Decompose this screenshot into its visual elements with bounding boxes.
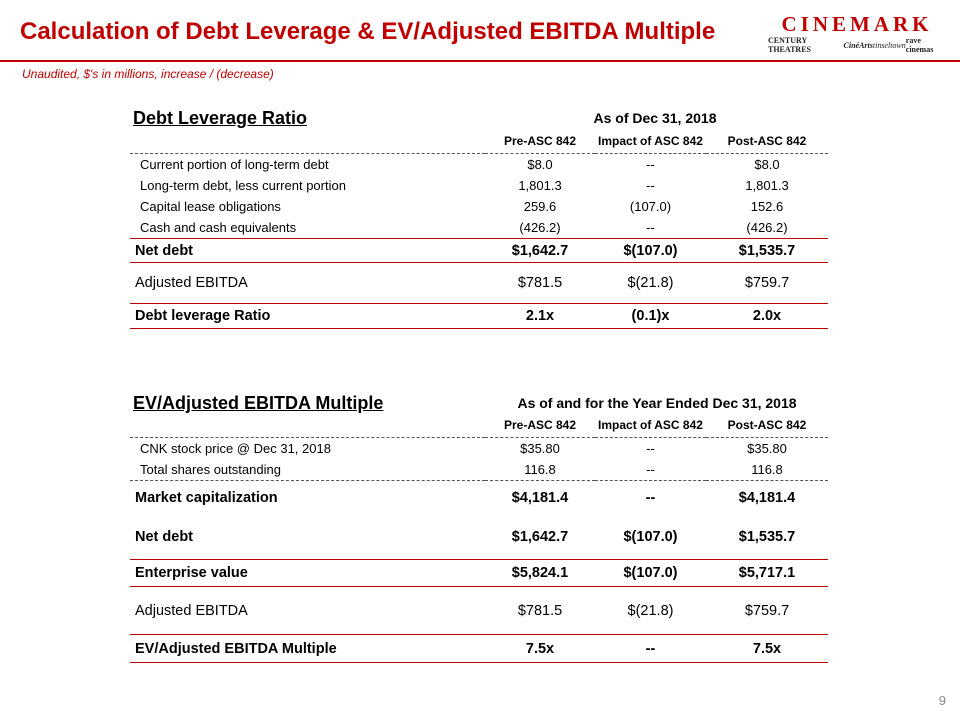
cell-post: $759.7 [706,263,828,304]
cell-post: $35.80 [747,441,787,456]
cell-post: 2.0x [706,304,828,329]
table-row-ev-multiple [130,635,828,663]
row-label: Net debt [130,239,485,263]
table-row [130,196,828,217]
cell-post: 152.6 [750,199,784,214]
cell-impact: (107.0) [629,199,672,214]
cell-pre: $35.80 [520,441,560,456]
table-row [130,217,828,239]
logo-brand-strip [768,36,946,54]
cell-impact: $(107.0) [595,239,706,263]
cell-post: $5,717.1 [706,560,828,587]
col-header-pre: Pre-ASC 842 [485,134,595,154]
table-row-net-debt [130,515,828,560]
cell-pre: 7.5x [485,635,595,663]
cell-post: $1,535.7 [706,239,828,263]
logo-brand-tinseltown: tinseltown [872,40,906,50]
table-row [130,175,828,196]
cell-post: 1,801.3 [745,178,789,193]
logo-brand-rave: rave cinemas [905,36,934,54]
table-row-market-cap [130,481,828,515]
table-row-enterprise-value [130,560,828,587]
cell-impact: $(21.8) [595,263,706,304]
row-label: Adjusted EBITDA [130,587,485,635]
cell-impact: -- [595,459,706,481]
cell-impact: -- [646,178,655,193]
page-title: Calculation of Debt Leverage & EV/Adjusted EBITDA Multiple [20,18,716,45]
debt-leverage-title: Debt Leverage Ratio [133,108,308,128]
cell-post: $4,181.4 [738,489,796,506]
row-label: Total shares outstanding [130,459,485,481]
cell-pre: $781.5 [485,263,595,304]
col-header-post: Post-ASC 842 [706,418,828,438]
cell-pre: 1,801.3 [518,178,562,193]
cell-post: 7.5x [706,635,828,663]
cell-pre: $781.5 [485,587,595,635]
logo-brand-cinearts: CinéArts [843,40,873,50]
cell-post: 116.8 [706,459,828,481]
title-divider [0,60,960,62]
row-label: Long-term debt, less current portion [140,178,346,193]
cell-pre: 259.6 [523,199,557,214]
row-label: Debt leverage Ratio [130,304,485,329]
table-row-leverage-ratio [130,304,828,329]
cell-impact: $(107.0) [595,560,706,587]
cell-impact: -- [646,157,655,172]
table-header-row [130,134,828,154]
table-row [130,438,828,460]
row-label: Enterprise value [130,560,485,587]
cell-impact: -- [646,220,655,235]
col-header-post: Post-ASC 842 [706,134,828,154]
table-row-adjusted-ebitda [130,587,828,635]
cell-post: $759.7 [706,587,828,635]
table-row-net-debt [130,239,828,263]
row-label: Adjusted EBITDA [130,263,485,304]
logo-wordmark: CINEMARK [781,12,933,36]
cell-impact: -- [645,489,656,506]
cell-pre: 2.1x [485,304,595,329]
cell-pre: 116.8 [485,459,595,481]
cinemark-logo [768,12,946,56]
row-label: EV/Adjusted EBITDA Multiple [130,635,485,663]
debt-leverage-period: As of Dec 31, 2018 [593,110,717,126]
row-label: Market capitalization [135,489,278,506]
cell-pre: (426.2) [519,220,561,235]
cell-pre: $8.0 [527,157,553,172]
table-row [130,154,828,176]
table-row [130,459,828,481]
ev-multiple-period: As of and for the Year Ended Dec 31, 2018 [517,395,797,411]
cell-impact: (0.1)x [595,304,706,329]
cell-post: $1,535.7 [706,515,828,560]
cell-post: $8.0 [754,157,780,172]
cell-impact: -- [646,441,655,456]
cell-impact: $(21.8) [595,587,706,635]
row-label: CNK stock price @ Dec 31, 2018 [140,441,331,456]
row-label: Cash and cash equivalents [140,220,297,235]
logo-brand-century: CENTURY THEATRES [768,36,811,54]
cell-impact: -- [595,635,706,663]
row-label: Capital lease obligations [140,199,281,214]
debt-leverage-table [130,134,828,329]
col-header-impact: Impact of ASC 842 [595,134,706,154]
table-header-row [130,418,828,438]
page-number: 9 [938,693,946,708]
cell-pre: $1,642.7 [485,239,595,263]
cell-pre: $4,181.4 [511,489,569,506]
cell-pre: $5,824.1 [485,560,595,587]
ev-multiple-title: EV/Adjusted EBITDA Multiple [133,393,384,413]
col-header-impact: Impact of ASC 842 [595,418,706,438]
page-subtitle: Unaudited, $'s in millions, increase / (decrease) [22,67,274,81]
cell-pre: $1,642.7 [485,515,595,560]
ev-multiple-table [130,418,828,663]
row-label: Net debt [130,515,485,560]
cell-impact: $(107.0) [595,515,706,560]
cell-post: (426.2) [746,220,788,235]
table-row-adjusted-ebitda [130,263,828,304]
col-header-pre: Pre-ASC 842 [485,418,595,438]
row-label: Current portion of long-term debt [140,157,329,172]
